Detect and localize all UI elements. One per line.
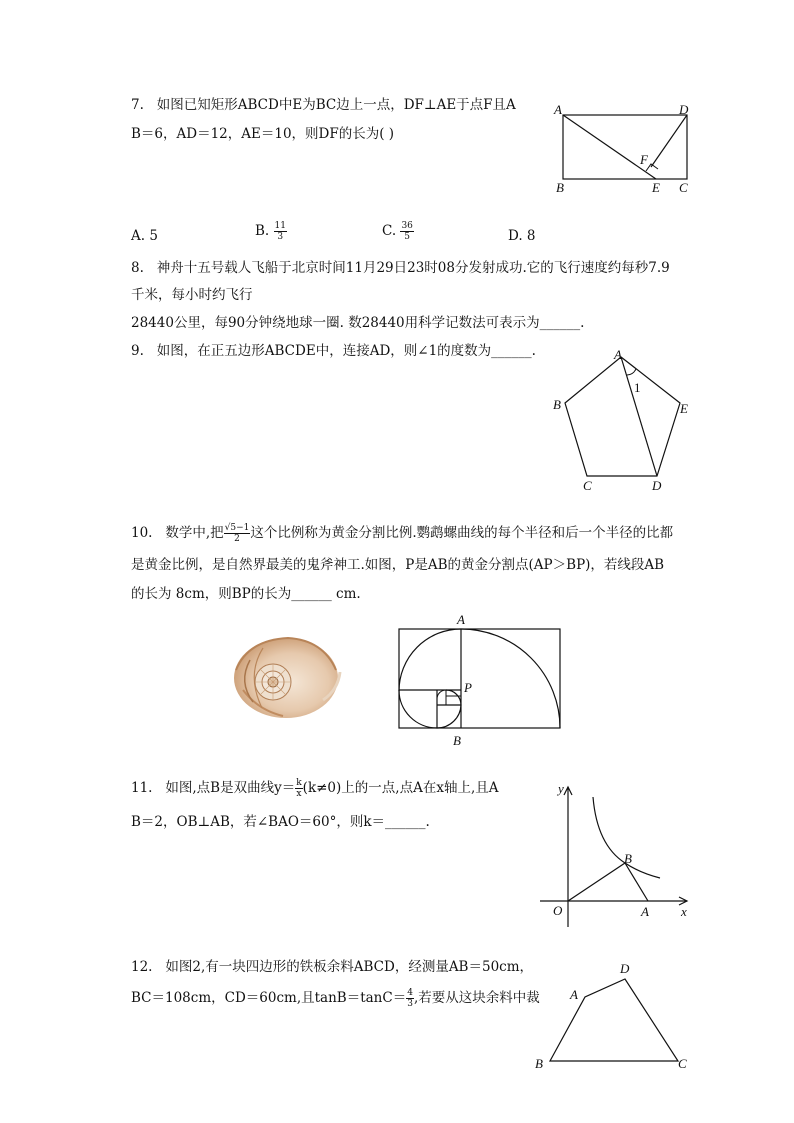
nautilus-shell-image	[228, 630, 356, 722]
q12-line1	[131, 957, 533, 977]
q9-label-a: A	[614, 347, 622, 362]
q7-option-b: B. $\frac{11}{3}$	[255, 221, 286, 242]
q12-label-d: D	[620, 961, 630, 976]
q9-label-d: D	[652, 478, 662, 493]
q7-option-d: D. 8	[508, 228, 536, 244]
q12-text-1: 如图2,有一块四边形的铁板余料ABCD，经测量AB＝50cm，	[165, 959, 534, 975]
q11-hyperbola-figure	[535, 775, 700, 935]
q9-text-1: 如图，在正五边形ABCDE中，连接AD，则∠1的度数为______.	[156, 343, 536, 359]
q8-text-1: 神舟十五号载人飞船于北京时间11月29日23时08分发射成功.它的飞行速度约每秒7.9	[156, 260, 670, 276]
q11-label-x: x	[681, 904, 687, 919]
q8-text-3: 28440公里，每90分钟绕地球一圈. 数28440用科学记数法可表示为______.	[131, 315, 585, 331]
q9-number: 9.	[131, 343, 144, 359]
q9-label-c: C	[583, 478, 592, 493]
q10-golden-spiral-figure	[390, 612, 570, 752]
q7-label-b: B	[556, 180, 564, 195]
q9-line1	[131, 341, 536, 361]
q12-label-c: C	[678, 1056, 687, 1071]
q9-label-angle1: 1	[634, 380, 641, 395]
q8-text-2: 千米，每小时约飞行	[131, 287, 253, 303]
q11-number: 11.	[131, 780, 153, 796]
q9-pentagon-figure	[548, 345, 708, 495]
q10-number: 10.	[131, 525, 153, 541]
q12-label-a: A	[570, 987, 578, 1002]
q8-line1	[131, 258, 670, 278]
q7-number: 7.	[131, 97, 144, 113]
q10-label-b: B	[453, 733, 461, 748]
q8-number: 8.	[131, 260, 144, 276]
q12-line2: BC＝108cm，CD＝60cm,且tanB＝tanC＝ $\frac{4}{3}$ ,若要从这块余料中裁	[131, 988, 540, 1009]
q11-line1: 11. 如图,点B是双曲线y＝ $\frac{k}{x}$ (k≠0)上的一点,点A在x轴上,且A	[131, 778, 499, 799]
q10-text-3: 的长为 8cm，则BP的长为______ cm.	[131, 586, 361, 602]
q11-label-a: A	[641, 904, 649, 919]
q11-text-2: B＝2，OB⊥AB，若∠BAO＝60°，则k＝______.	[131, 814, 430, 830]
q11-label-y: y	[558, 781, 564, 796]
q7-label-d: D	[679, 102, 689, 117]
q11-label-b: B	[624, 851, 632, 866]
q11-label-o: O	[553, 903, 563, 918]
q7-label-e: E	[652, 180, 660, 195]
q7-label-f: F	[640, 152, 648, 167]
q7-option-a: A. 5	[131, 228, 158, 244]
q10-label-p: P	[464, 680, 472, 695]
q10-label-a: A	[457, 612, 465, 627]
q10-text-2: 是黄金比例，是自然界最美的鬼斧神工.如图，P是AB的黄金分割点(AP＞BP)，若线段AB	[131, 557, 665, 573]
q12-number: 12.	[131, 959, 153, 975]
q9-label-e: E	[680, 401, 688, 416]
q7-line1	[131, 95, 516, 115]
q7-text-2: B＝6，AD＝12，AE＝10，则DF的长为( )	[131, 126, 395, 142]
q7-option-c: C. $\frac{36}{5}$	[382, 221, 413, 242]
q12-quadrilateral-figure	[530, 955, 700, 1075]
q7-text-1: 如图已知矩形ABCD中E为BC边上一点，DF⊥AE于点F且A	[156, 97, 516, 113]
q7-figure	[548, 100, 708, 200]
q7-label-c: C	[679, 180, 688, 195]
q12-label-b: B	[535, 1056, 543, 1071]
q7-label-a: A	[554, 102, 562, 117]
q9-label-b: B	[553, 397, 561, 412]
q10-line1: 10. 数学中,把 $\frac{√5-1}{2}$ 这个比例称为黄金分割比例.鹦鹉螺曲线的每个半径和后一个半径的比都	[131, 523, 674, 544]
